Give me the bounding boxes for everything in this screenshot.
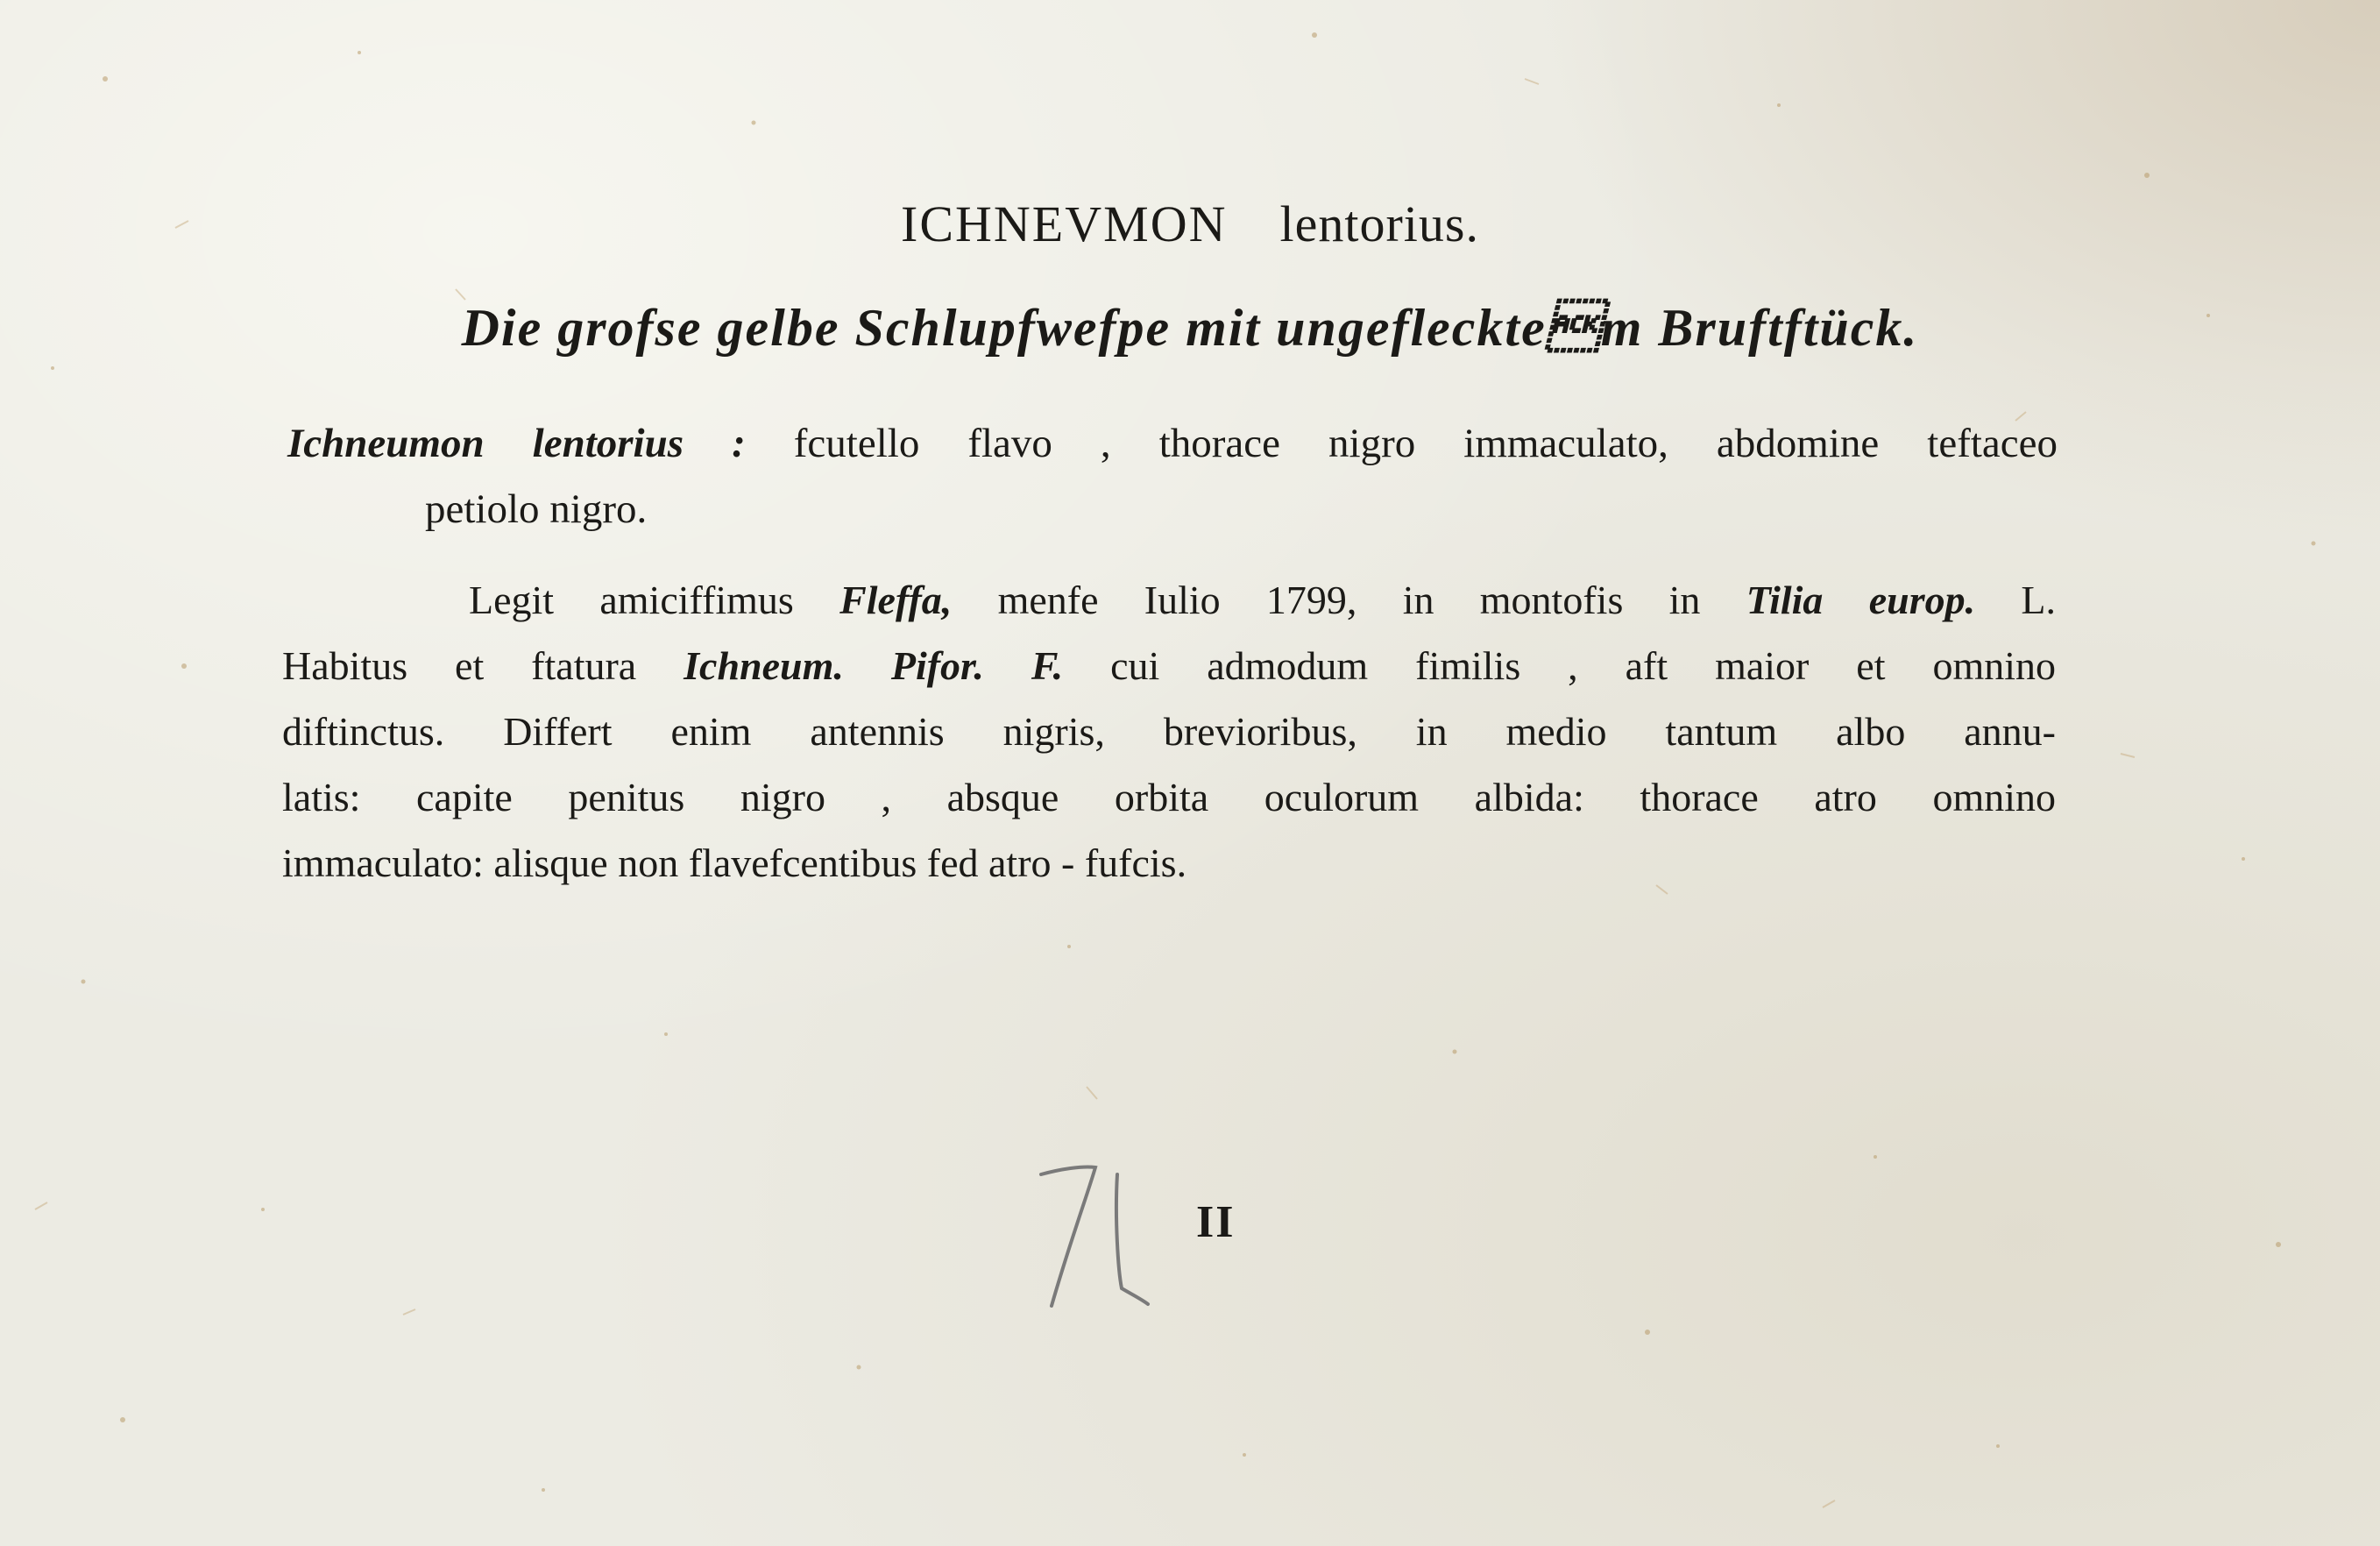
title-genus: ICHNEVMON	[901, 195, 1228, 252]
page-title	[0, 195, 2380, 253]
description-text: cui admodum fimilis , aft maior et omnino	[1063, 643, 2057, 688]
description-line-5: immaculato: alisque non flavefcentibus fed atro - fufcis.	[282, 840, 1187, 885]
diagnosis-text: fcutello flavo , thorace nigro immaculato, abdomine teftaceo	[793, 421, 2058, 466]
description-line-2	[282, 642, 2056, 689]
description-line-3: diftinctus. Differt enim antennis nigris, brevioribus, in medio tantum albo annu-	[282, 709, 2056, 754]
diagnosis-name: Ichneumon lentorius :	[287, 421, 746, 466]
description-text: Habitus et ftatura	[282, 643, 684, 688]
description-text: menfe Iulio 1799, in montofis in	[952, 578, 1746, 622]
page-number: II	[1196, 1197, 1236, 1247]
compared-species: Ichneum. Pifor. F.	[684, 643, 1064, 688]
description-text: L.	[1975, 578, 2056, 622]
description-line-4: latis: capite penitus nigro , absque orbita oculorum albida: thorace atro omnino	[282, 775, 2056, 819]
description-line-1	[469, 577, 2056, 623]
title-species: lentorius.	[1279, 195, 1479, 252]
host-plant: Tilia europ.	[1746, 578, 1976, 622]
species-diagnosis	[287, 412, 2058, 475]
german-subtitle: Die grofse gelbe Schlupfwefpe mit ungeflecktem Bruftftück.	[461, 299, 1919, 357]
description-text: Legit amiciffimus	[469, 578, 840, 622]
handwritten-pencil-note	[1034, 1157, 1157, 1315]
diagnosis-continuation: petiolo nigro.	[425, 486, 648, 532]
collector-name: Fleffa,	[839, 578, 953, 622]
